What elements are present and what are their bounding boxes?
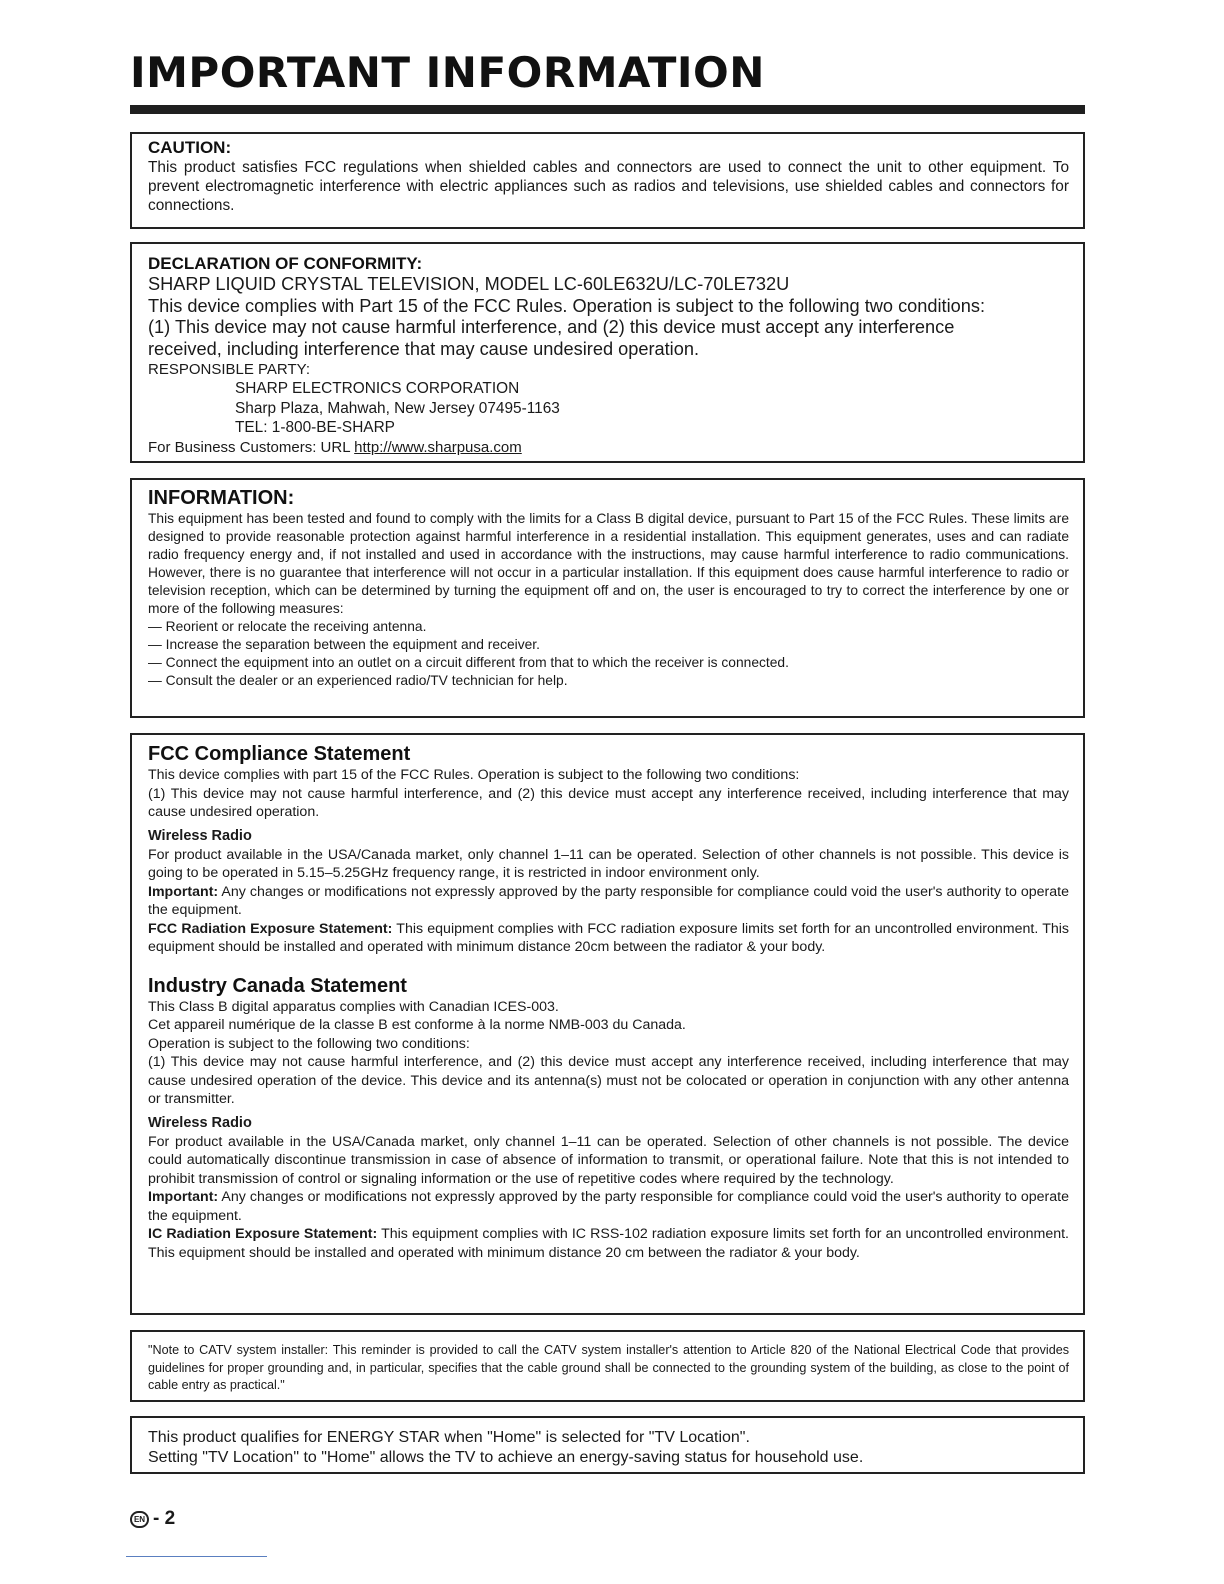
language-badge-icon: EN xyxy=(130,1511,149,1528)
page-footer xyxy=(130,1508,175,1530)
measure-item: — Reorient or relocate the receiving antenna. xyxy=(148,618,1069,636)
canada-line2: Cet appareil numérique de la classe B est conforme à la norme NMB-003 du Canada. xyxy=(148,1017,686,1033)
fcc-canada-box xyxy=(130,733,1085,1315)
canada-radiation-text: This equipment complies with IC RSS-102 radiation exposure limits set forth for an uncontrolled environment. This equipment should be installed and operated with minimum distance 20 cm between the radiator & your body. xyxy=(148,1226,1069,1261)
canada-line1: This Class B digital apparatus complies with Canadian ICES-003. xyxy=(148,998,559,1015)
declaration-line2: (1) This device may not cause harmful interference, and (2) this device must accept any interference xyxy=(148,317,955,337)
energy-line1: This product qualifies for ENERGY STAR when "Home" is selected for "TV Location". xyxy=(148,1429,750,1446)
declaration-line1: This device complies with Part 15 of the FCC Rules. Operation is subject to the following two conditions: xyxy=(148,295,986,316)
responsible-party-label: RESPONSIBLE PARTY: xyxy=(148,361,311,378)
declaration-line3: received, including interference that may cause undesired operation. xyxy=(148,338,700,359)
fcc-radiation-label: FCC Radiation Exposure Statement: xyxy=(148,920,393,937)
canada-important xyxy=(148,1188,1069,1225)
fcc-radiation-text: This equipment complies with FCC radiation exposure limits set forth for an uncontrolled environment. This equipment should be installed and operated with minimum distance 20cm between the radiator & your body. xyxy=(148,920,1069,955)
information-heading: INFORMATION: xyxy=(148,487,295,509)
responsible-party-name: SHARP ELECTRONICS CORPORATION xyxy=(235,380,520,397)
business-customers-line xyxy=(148,438,1069,457)
canada-line4: (1) This device may not cause harmful interference, and (2) this device must accept any interference received, including interference that may cause undesired operation of the device. This device and its antenna(s) must not be colocated or operation in conjunction with any other antenna or transmitter. xyxy=(148,1054,1069,1107)
bottom-link-line xyxy=(126,1556,267,1557)
responsible-party-address: Sharp Plaza, Mahwah, New Jersey 07495-1163 xyxy=(235,399,560,417)
catv-note-text: "Note to CATV system installer: This reminder is provided to call the CATV system installer's attention to Article 820 of the National Electrical Code that provides guidelines for proper grounding and, in particular, specifies that the cable ground shall be connected to the grounding system of the building, as close to the point of cable entry as practical." xyxy=(148,1343,1069,1392)
energy-line2: Setting "TV Location" to "Home" allows the TV to achieve an energy-saving status for household use. xyxy=(148,1449,864,1466)
fcc-line2: (1) This device may not cause harmful interference, and (2) this device must accept any interference received, including interference that may cause undesired operation. xyxy=(148,785,1069,820)
fcc-wireless-heading: Wireless Radio xyxy=(148,827,252,844)
measure-item: — Consult the dealer or an experienced radio/TV technician for help. xyxy=(148,672,1069,690)
declaration-heading: DECLARATION OF CONFORMITY: xyxy=(148,254,423,273)
caution-text: This product satisfies FCC regulations when shielded cables and connectors are used to connect the unit to other equipment. To prevent electromagnetic interference with electric appliances such as radios and televisions, use shielded cables and connectors for connections. xyxy=(148,159,1069,214)
title-rule xyxy=(130,105,1085,114)
information-box xyxy=(130,478,1085,718)
canada-radiation xyxy=(148,1225,1069,1262)
fcc-important-label: Important: xyxy=(148,883,219,900)
energy-star-box xyxy=(130,1416,1085,1474)
fcc-radiation xyxy=(148,920,1069,957)
page-title: IMPORTANT INFORMATION xyxy=(130,48,765,97)
page-number: - 2 xyxy=(153,1508,176,1529)
canada-heading: Industry Canada Statement xyxy=(148,974,407,997)
fcc-important xyxy=(148,883,1069,920)
information-text: This equipment has been tested and found to comply with the limits for a Class B digital device, pursuant to Part 15 of the FCC Rules. These limits are designed to provide reasonable protection against harmful interference in a residential installation. This equipment generates, uses and can radiate radio frequency energy and, if not installed and used in accordance with the instructions, may cause harmful interference to radio communications. However, there is no guarantee that interference will not occur in a particular installation. If this equipment does cause harmful interference to radio or television reception, which can be determined by turning the equipment off and on, the user is encouraged to try to correct the interference by one or more of the following measures: xyxy=(148,511,1069,616)
declaration-box xyxy=(130,242,1085,463)
measure-item: — Increase the separation between the equipment and receiver. xyxy=(148,636,1069,654)
declaration-model: SHARP LIQUID CRYSTAL TELEVISION, MODEL LC-60LE632U/LC-70LE732U xyxy=(148,274,790,294)
fcc-line1: This device complies with part 15 of the FCC Rules. Operation is subject to the following two conditions: xyxy=(148,767,800,783)
canada-wireless-heading: Wireless Radio xyxy=(148,1114,252,1131)
canada-important-label: Important: xyxy=(148,1189,219,1205)
fcc-important-text: Any changes or modifications not expressly approved by the party responsible for compliance could void the user's authority to operate the equipment. xyxy=(148,883,1069,918)
canada-wireless-text: For product available in the USA/Canada market, only channel 1–11 can be operated. Selection of other channels is not possible. The device could automatically discontinue transmission in case of absence of information to transmit, or operational failure. Note that this is not intended to prohibit transmission of control or signaling information or the use of repetitive codes where required by the technology. xyxy=(148,1133,1069,1187)
fcc-heading: FCC Compliance Statement xyxy=(148,743,411,765)
catv-note-box xyxy=(130,1330,1085,1402)
responsible-party-tel: TEL: 1-800-BE-SHARP xyxy=(235,419,395,436)
business-customers-label: For Business Customers: URL xyxy=(148,438,355,456)
sharp-url-link[interactable]: http://www.sharpusa.com xyxy=(354,438,522,456)
canada-radiation-label: IC Radiation Exposure Statement: xyxy=(148,1226,378,1242)
fcc-wireless-text: For product available in the USA/Canada market, only channel 1–11 can be operated. Selection of other channels is not possible. This device is going to be operated in 5.15–5.25GHz frequency range, it is restricted in indoor environment only. xyxy=(148,846,1069,881)
caution-heading: CAUTION: xyxy=(148,138,232,157)
canada-important-text: Any changes or modifications not expressly approved by the party responsible for compliance could void the user's authority to operate the equipment. xyxy=(148,1189,1069,1224)
canada-line3: Operation is subject to the following two conditions: xyxy=(148,1035,470,1052)
measure-item: — Connect the equipment into an outlet on a circuit different from that to which the receiver is connected. xyxy=(148,654,1069,672)
caution-box xyxy=(130,132,1085,229)
